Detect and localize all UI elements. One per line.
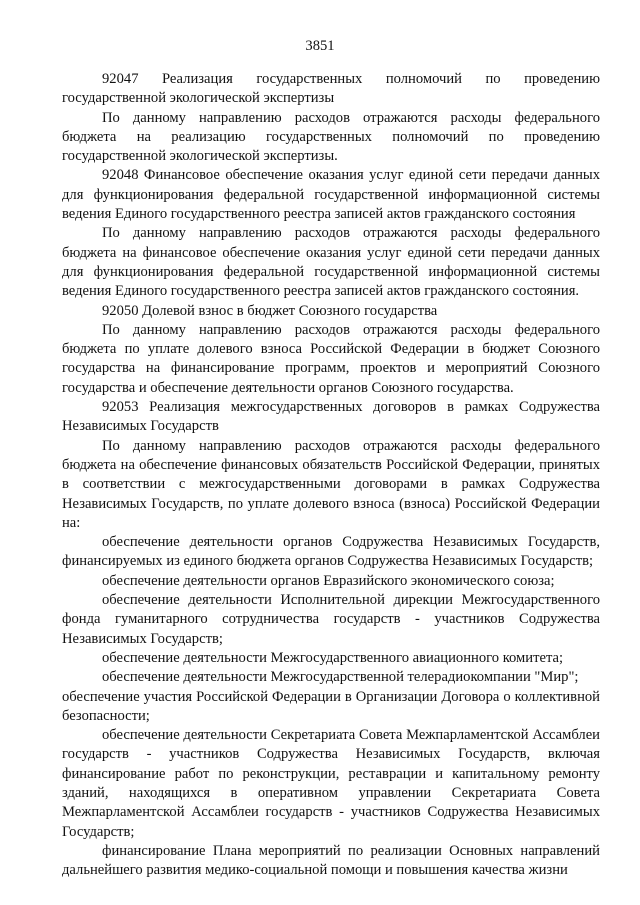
list-item-cis-bodies: обеспечение деятельности органов Содружества Независимых Государств, финансируемых из единого бюджета органов Содружества Независимых Государств; bbox=[62, 534, 600, 570]
list-item-ipa-secretariat: обеспечение деятельности Секретариата Совета Межпарламентской Ассамблеи государств - участников Содружества Независимых Государств, включая финансирование работ по реконструкции, реставрации и капитальному ремонту зданий, находящихся в оперативном управлении Секретариата Совета Межпарламентской Ассамблеи государств - участников Содружества Независимых Государств; bbox=[62, 727, 600, 840]
page-number: 3851 bbox=[305, 38, 335, 54]
list-item-humanitarian-fund: обеспечение деятельности Исполнительной дирекции Межгосударственного фонда гуманитарного сотрудничества государств - участников Содружества Независимых Государств; bbox=[62, 592, 600, 647]
list-item-csto: обеспечение участия Российской Федерации в Организации Договора о коллективной безопасности; bbox=[62, 688, 600, 724]
paragraph-92048-description: По данному направлению расходов отражаются расходы федерального бюджета на финансовое обеспечение оказания услуг единой сети передачи данных для функционирования федеральной государственной информационной системы ведения Единого государственного реестра записей актов гражданского состояния. bbox=[62, 225, 600, 300]
list-item-mir-broadcaster: обеспечение деятельности Межгосударственной телерадиокомпании "Мир"; bbox=[102, 669, 579, 686]
document-body bbox=[62, 70, 600, 880]
paragraph-92048-heading: 92048 Финансовое обеспечение оказания услуг единой сети передачи данных для функционирования федеральной государственной информационной системы ведения Единого государственного реестра записей актов гражданского состояния bbox=[62, 167, 600, 223]
paragraph-92047-description: По данному направлению расходов отражаются расходы федерального бюджета на реализацию государственных полномочий по проведению государственной экологической экспертизы. bbox=[62, 109, 600, 165]
list-item-eaeu-bodies: обеспечение деятельности органов Евразийского экономического союза; bbox=[102, 572, 555, 589]
paragraph-92053-heading: 92053 Реализация межгосударственных договоров в рамках Содружества Независимых Государств bbox=[62, 399, 600, 435]
list-item-medical-social-plan: финансирование Плана мероприятий по реализации Основных направлений дальнейшего развития медико-социальной помощи и повышения качества жизни bbox=[62, 842, 600, 879]
paragraph-92047-heading: 92047 Реализация государственных полномочий по проведению государственной экологической экспертизы bbox=[62, 71, 600, 107]
paragraph-92050-description: По данному направлению расходов отражаются расходы федерального бюджета по уплате долевого взноса Российской Федерации в бюджет Союзного государства на финансирование программ, проектов и мероприятий Союзного государства и обеспечение деятельности органов Союзного государства. bbox=[62, 321, 600, 396]
paragraph-92050-heading: 92050 Долевой взнос в бюджет Союзного государства bbox=[102, 302, 438, 319]
paragraph-92053-description: По данному направлению расходов отражаются расходы федерального бюджета на обеспечение финансовых обязательств Российской Федерации, принятых в соответствии с межгосударственными договорами в рамках Содружества Независимых Государств, по уплате долевого взноса (взноса) Российской Федерации на: bbox=[62, 437, 600, 531]
list-item-aviation-committee: обеспечение деятельности Межгосударственного авиационного комитета; bbox=[102, 649, 564, 666]
